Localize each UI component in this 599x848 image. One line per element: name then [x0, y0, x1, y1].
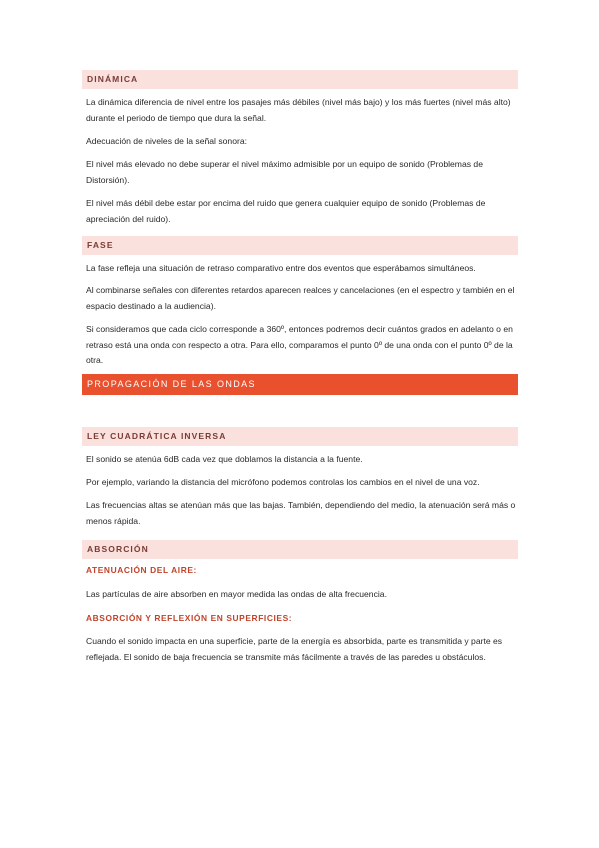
section-heading-ley-cuadratica: LEY CUADRÁTICA INVERSA	[82, 427, 518, 446]
section-heading-dinamica: DINÁMICA	[82, 70, 518, 89]
subheading-absorcion-superficies: ABSORCIÓN Y REFLEXIÓN EN SUPERFICIES:	[86, 613, 293, 623]
paragraph-fase-definition: La fase refleja una situación de retraso comparativo entre dos eventos que esperábamos simultáneos.	[86, 263, 476, 273]
section-heading-absorcion: ABSORCIÓN	[82, 540, 518, 559]
paragraph-fase-grados: Si consideramos que cada ciclo corresponde a 360º, entonces podremos decir cuántos grados en adelanto o en retraso está una onda con respecto a otra. Para ello, comparamos el punto 0º de una onda con el punto 0º de la otra.	[86, 324, 513, 365]
paragraph-dinamica-adecuacion: Adecuación de niveles de la señal sonora:	[86, 136, 248, 146]
paragraph-ley-frecuencias: Las frecuencias altas se atenúan más que las bajas. También, dependiendo del medio, la atenuación será más o menos rápida.	[86, 500, 516, 526]
paragraph-dinamica-nivel-elevado: El nivel más elevado no debe superar el nivel máximo admisible por un equipo de sonido (Problemas de Distorsión).	[86, 159, 483, 185]
paragraph-ley-ejemplo: Por ejemplo, variando la distancia del micrófono podemos controlas los cambios en el nivel de una voz.	[86, 477, 480, 487]
section-heading-propagacion: PROPAGACIÓN DE LAS ONDAS	[82, 374, 518, 395]
paragraph-atenuacion-aire: Las partículas de aire absorben en mayor medida las ondas de alta frecuencia.	[86, 589, 387, 599]
subheading-atenuacion-aire: ATENUACIÓN DEL AIRE:	[86, 565, 197, 575]
paragraph-absorcion-superficies: Cuando el sonido impacta en una superficie, parte de la energía es absorbida, parte es transmitida y parte es reflejada. El sonido de baja frecuencia se transmite más fácilmente a través de las paredes u obstáculos.	[86, 636, 503, 662]
paragraph-dinamica-definition: La dinámica diferencia de nivel entre los pasajes más débiles (nivel más bajo) y los más fuertes (nivel más alto) durante el periodo de tiempo que dura la señal.	[86, 97, 511, 123]
paragraph-ley-atenuacion: El sonido se atenúa 6dB cada vez que doblamos la distancia a la fuente.	[86, 454, 363, 464]
paragraph-dinamica-nivel-debil: El nivel más débil debe estar por encima del ruido que genera cualquier equipo de sonido (Problemas de apreciación del ruido).	[86, 198, 486, 224]
paragraph-fase-combinacion: Al combinarse señales con diferentes retardos aparecen realces y cancelaciones (en el espectro y también en el espacio destinado a la audiencia).	[86, 285, 515, 311]
section-heading-fase: FASE	[82, 236, 518, 255]
